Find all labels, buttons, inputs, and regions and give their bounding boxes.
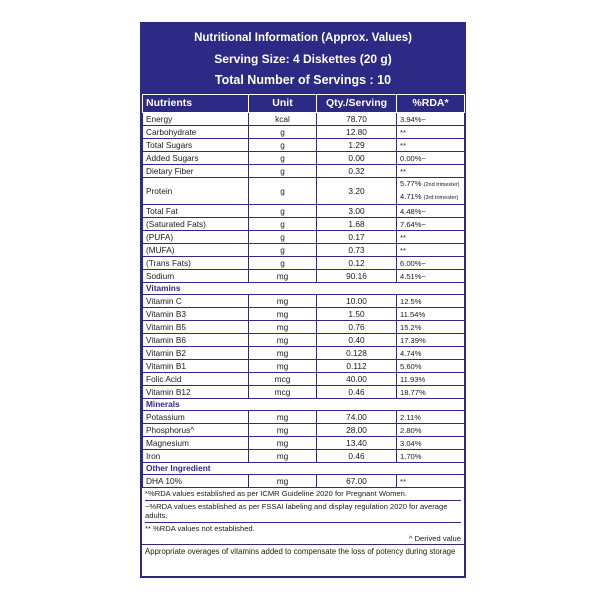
nutrient-qty: 1.68 xyxy=(317,218,397,231)
nutrient-unit: mg xyxy=(249,334,317,347)
nutrient-rda: 4.51%~ xyxy=(397,270,465,283)
table-row xyxy=(143,373,465,386)
nutrient-qty: 0.12 xyxy=(317,257,397,270)
nutrient-name: Vitamin B2 xyxy=(143,347,249,360)
table-row xyxy=(143,231,465,244)
section-title: Vitamins xyxy=(143,283,465,295)
nutrient-name: Vitamin B1 xyxy=(143,360,249,373)
nutrient-qty: 40.00 xyxy=(317,373,397,386)
nutrient-name: Dietary Fiber xyxy=(143,165,249,178)
nutrient-qty: 3.20 xyxy=(317,178,397,205)
table-row xyxy=(143,347,465,360)
nutrient-name: Vitamin B12 xyxy=(143,386,249,399)
nutrient-rda: 15.2% xyxy=(397,321,465,334)
nutrient-qty: 28.00 xyxy=(317,424,397,437)
table-row xyxy=(143,360,465,373)
table-row xyxy=(143,475,465,488)
nutrient-name: Vitamin B5 xyxy=(143,321,249,334)
nutrient-name: Iron xyxy=(143,450,249,463)
nutrient-name: Carbohydrate xyxy=(143,126,249,139)
table-row xyxy=(143,126,465,139)
nutrient-rda: 7.64%~ xyxy=(397,218,465,231)
nutrient-unit: g xyxy=(249,244,317,257)
nutrient-name: Protein xyxy=(143,178,249,205)
table-row xyxy=(143,244,465,257)
nutrient-unit: g xyxy=(249,178,317,205)
nutrient-qty: 0.00 xyxy=(317,152,397,165)
footnote-icmr: *%RDA values established as per ICMR Guideline 2020 for Pregnant Women. xyxy=(145,488,461,501)
table-header-row xyxy=(143,95,465,113)
nutrient-qty: 1.29 xyxy=(317,139,397,152)
col-header-rda: %RDA* xyxy=(397,95,465,113)
section-title: Minerals xyxy=(143,399,465,411)
nutrient-unit: kcal xyxy=(249,113,317,126)
table-row xyxy=(143,270,465,283)
nutrient-name: Vitamin B6 xyxy=(143,334,249,347)
nutrient-name: Vitamin C xyxy=(143,295,249,308)
nutrient-rda: 3.04% xyxy=(397,437,465,450)
table-row xyxy=(143,308,465,321)
nutrition-panel xyxy=(140,22,466,578)
section-row xyxy=(143,283,465,295)
rda-value: 4.71% xyxy=(400,192,422,201)
table-row xyxy=(143,165,465,178)
nutrient-unit: mg xyxy=(249,321,317,334)
table-row xyxy=(143,437,465,450)
col-header-nutrients: Nutrients xyxy=(143,95,249,113)
nutrient-name: (MUFA) xyxy=(143,244,249,257)
overages-note: Appropriate overages of vitamins added to compensate the loss of potency during storage xyxy=(142,544,464,557)
nutrient-name: Vitamin B3 xyxy=(143,308,249,321)
nutrient-qty: 13.40 xyxy=(317,437,397,450)
nutrient-qty: 74.00 xyxy=(317,411,397,424)
nutrient-rda: 2.80% xyxy=(397,424,465,437)
nutrient-rda: 6.00%~ xyxy=(397,257,465,270)
table-row xyxy=(143,113,465,126)
table-row xyxy=(143,257,465,270)
nutrient-unit: g xyxy=(249,126,317,139)
nutrient-rda: 12.5% xyxy=(397,295,465,308)
nutrient-qty: 78.70 xyxy=(317,113,397,126)
nutrient-rda: 4.48%~ xyxy=(397,205,465,218)
nutrient-rda: 18.77% xyxy=(397,386,465,399)
nutrient-unit: mcg xyxy=(249,386,317,399)
nutrient-name: Total Sugars xyxy=(143,139,249,152)
nutrient-name: Folic Acid xyxy=(143,373,249,386)
nutrient-name: (PUFA) xyxy=(143,231,249,244)
nutrient-unit: mg xyxy=(249,437,317,450)
nutrient-name: (Trans Fats) xyxy=(143,257,249,270)
nutrient-rda: 17.39% xyxy=(397,334,465,347)
nutrient-rda: ** xyxy=(397,165,465,178)
nutrition-table xyxy=(142,94,465,488)
nutrient-unit: mg xyxy=(249,360,317,373)
nutrient-qty: 0.32 xyxy=(317,165,397,178)
nutrient-rda: 3.94%~ xyxy=(397,113,465,126)
nutrient-rda: 1.70% xyxy=(397,450,465,463)
nutrient-unit: mg xyxy=(249,450,317,463)
nutrient-rda: ** xyxy=(397,231,465,244)
rda-line xyxy=(400,191,461,204)
nutrient-name: Added Sugars xyxy=(143,152,249,165)
nutrient-unit: g xyxy=(249,139,317,152)
nutrient-qty: 0.46 xyxy=(317,386,397,399)
nutrient-rda: ** xyxy=(397,126,465,139)
table-row xyxy=(143,334,465,347)
nutrient-unit: g xyxy=(249,205,317,218)
nutrient-qty: 0.76 xyxy=(317,321,397,334)
section-row xyxy=(143,399,465,411)
footnote-fssai: ~%RDA values established as per FSSAI labeling and display regulation 2020 for average adults. xyxy=(145,501,461,523)
table-row xyxy=(143,218,465,231)
nutrient-name: Potassium xyxy=(143,411,249,424)
table-row xyxy=(143,205,465,218)
table-row xyxy=(143,386,465,399)
nutrient-rda: 4.74% xyxy=(397,347,465,360)
nutrient-qty: 0.73 xyxy=(317,244,397,257)
nutrient-unit: mg xyxy=(249,347,317,360)
rda-trimester: (2nd trimester) xyxy=(423,182,460,188)
footnotes xyxy=(142,488,464,544)
nutrient-qty: 0.17 xyxy=(317,231,397,244)
nutrient-unit: g xyxy=(249,165,317,178)
nutrient-rda: ** xyxy=(397,139,465,152)
section-title: Other Ingredient xyxy=(143,463,465,475)
nutrient-unit: mg xyxy=(249,295,317,308)
nutrient-name: Magnesium xyxy=(143,437,249,450)
nutrient-unit: g xyxy=(249,231,317,244)
nutrient-unit: g xyxy=(249,152,317,165)
table-row xyxy=(143,411,465,424)
table-row xyxy=(143,450,465,463)
nutrient-name: Phosphorus^ xyxy=(143,424,249,437)
nutrient-unit: mg xyxy=(249,411,317,424)
nutrient-qty: 1.50 xyxy=(317,308,397,321)
footnote-not-established: ** %RDA values not established. xyxy=(145,523,255,533)
nutrient-rda: 5.60% xyxy=(397,360,465,373)
nutrient-rda: 11.93% xyxy=(397,373,465,386)
nutrient-qty: 0.112 xyxy=(317,360,397,373)
serving-size: Serving Size: 4 Diskettes (20 g) xyxy=(214,52,392,66)
nutrient-rda: ** xyxy=(397,244,465,257)
nutrient-rda: 11.54% xyxy=(397,308,465,321)
rda-value: 5.77% xyxy=(400,179,422,188)
section-row xyxy=(143,463,465,475)
nutrient-unit: mcg xyxy=(249,373,317,386)
nutrient-rda: ** xyxy=(397,475,465,488)
total-servings: Total Number of Servings : 10 xyxy=(214,73,392,87)
table-row xyxy=(143,295,465,308)
nutrient-unit: g xyxy=(249,218,317,231)
table-row xyxy=(143,321,465,334)
nutrient-qty: 0.128 xyxy=(317,347,397,360)
table-row xyxy=(143,139,465,152)
nutrient-name: Sodium xyxy=(143,270,249,283)
panel-title: Nutritional Information (Approx. Values) xyxy=(194,32,412,44)
nutrient-rda: 0.00%~ xyxy=(397,152,465,165)
nutrient-unit: g xyxy=(249,257,317,270)
nutrient-rda xyxy=(397,178,465,205)
nutrient-rda: 2.11% xyxy=(397,411,465,424)
derived-value-note: ^ Derived value xyxy=(408,534,461,543)
nutrient-unit: mg xyxy=(249,424,317,437)
nutrient-unit: mg xyxy=(249,270,317,283)
table-row xyxy=(143,178,465,205)
rda-line xyxy=(400,178,461,191)
col-header-unit: Unit xyxy=(249,95,317,113)
nutrient-qty: 90.16 xyxy=(317,270,397,283)
panel-header xyxy=(142,24,464,94)
nutrient-qty: 67.00 xyxy=(317,475,397,488)
nutrient-qty: 10.00 xyxy=(317,295,397,308)
table-row xyxy=(143,424,465,437)
col-header-qty: Qty./Serving xyxy=(317,95,397,113)
rda-trimester: (3rd trimester) xyxy=(423,195,459,201)
nutrient-unit: mg xyxy=(249,308,317,321)
nutrient-name: Energy xyxy=(143,113,249,126)
nutrient-qty: 0.46 xyxy=(317,450,397,463)
nutrient-qty: 3.00 xyxy=(317,205,397,218)
nutrient-unit: mg xyxy=(249,475,317,488)
nutrient-name: (Saturated Fats) xyxy=(143,218,249,231)
nutrient-name: DHA 10% xyxy=(143,475,249,488)
nutrient-name: Total Fat xyxy=(143,205,249,218)
nutrient-qty: 0.40 xyxy=(317,334,397,347)
table-row xyxy=(143,152,465,165)
nutrient-qty: 12.80 xyxy=(317,126,397,139)
